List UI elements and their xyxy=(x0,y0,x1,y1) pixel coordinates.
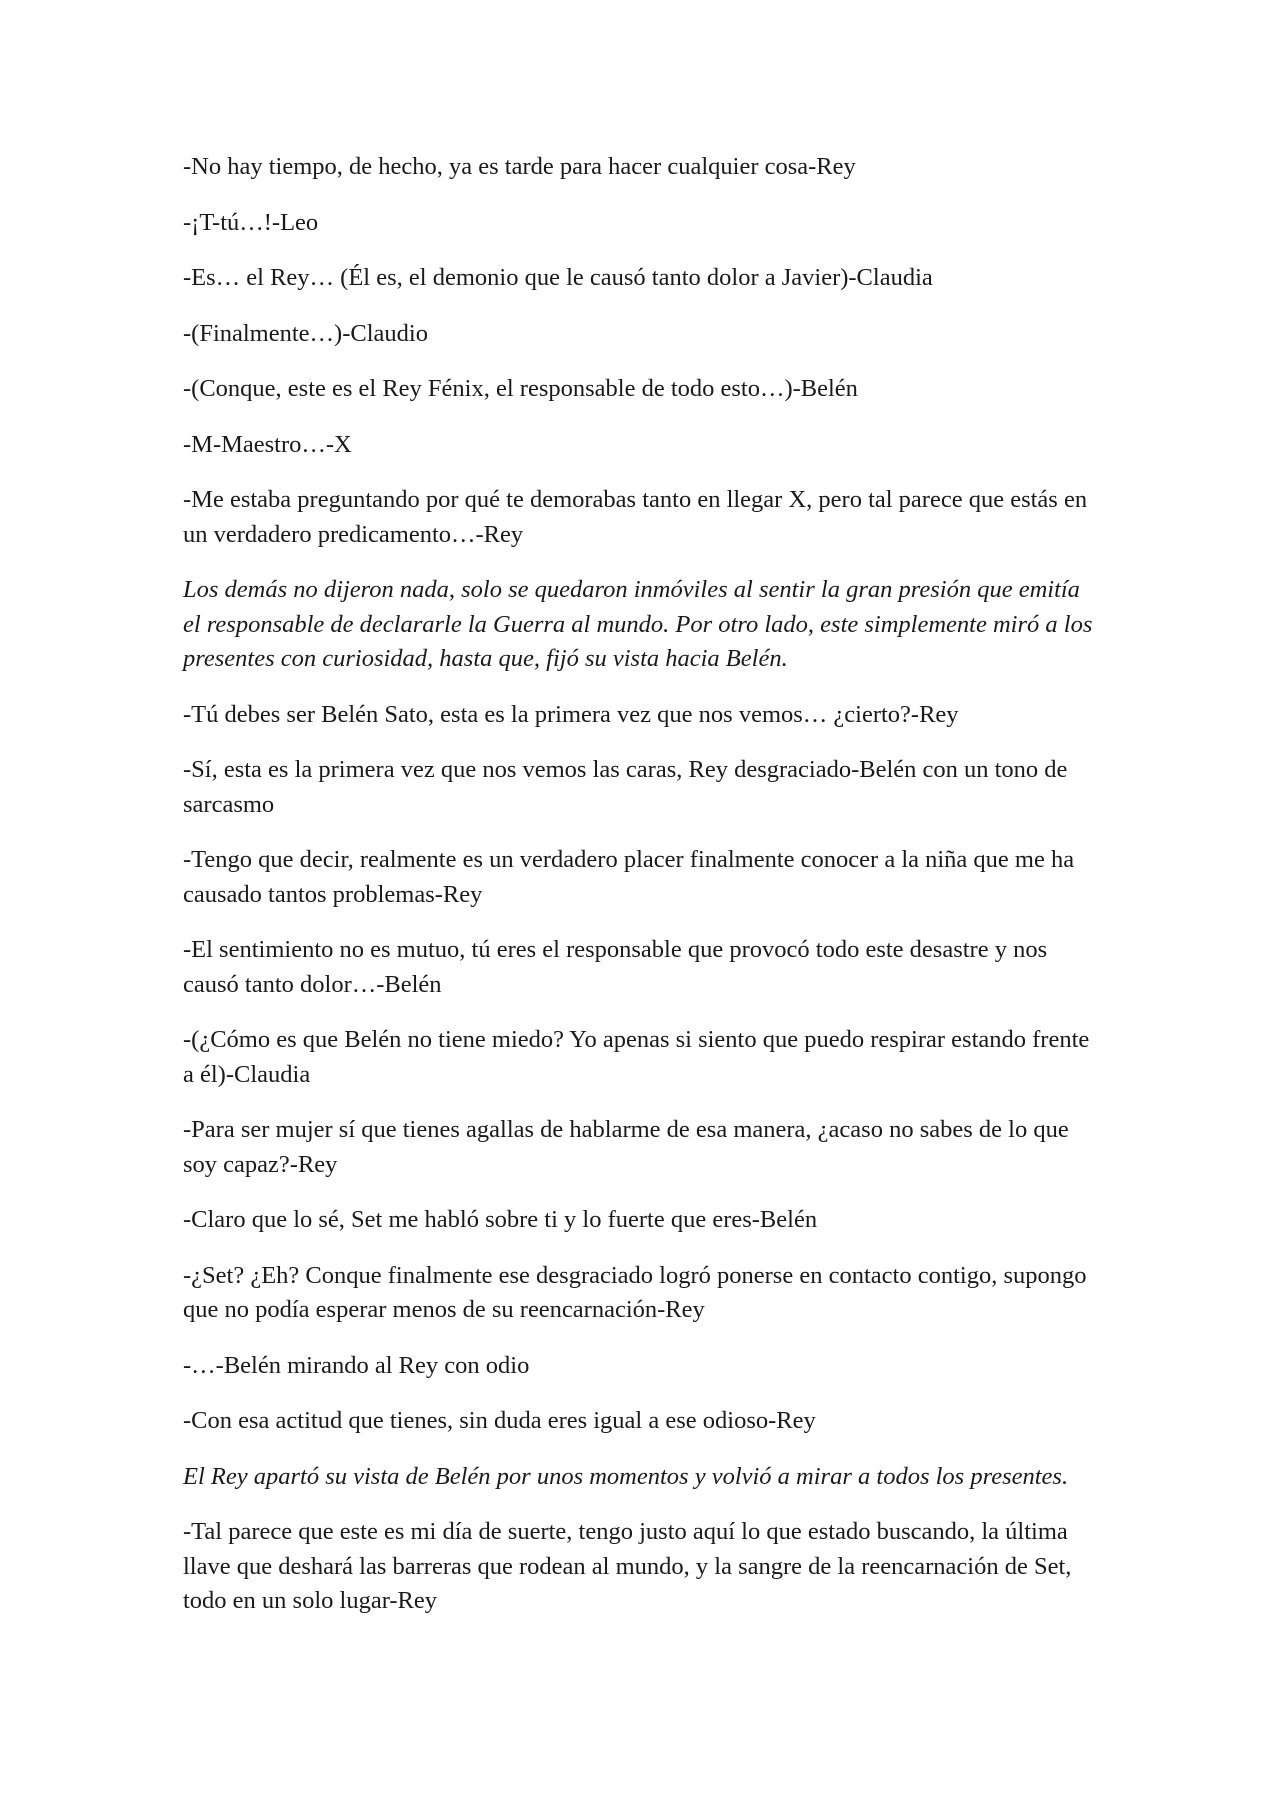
narration-paragraph: Los demás no dijeron nada, solo se quedaron inmóviles al sentir la gran presión que emitía el responsable de declararle la Guerra al mundo. Por otro lado, este simplemente miró a los presentes con curiosidad, hasta que, fijó su vista hacia Belén. xyxy=(183,576,1093,672)
paragraph: -Sí, esta es la primera vez que nos vemos las caras, Rey desgraciado-Belén con un tono de sarcasmo xyxy=(183,756,1068,818)
paragraph: -Es… el Rey… (Él es, el demonio que le causó tanto dolor a Javier)-Claudia xyxy=(183,264,933,291)
narration-paragraph: El Rey apartó su vista de Belén por unos momentos y volvió a mirar a todos los presentes. xyxy=(183,1462,1069,1490)
paragraph: -El sentimiento no es mutuo, tú eres el responsable que provocó todo este desastre y nos causó tanto dolor…-Belén xyxy=(183,936,1048,998)
paragraph: -Me estaba preguntando por qué te demorabas tanto en llegar X, pero tal parece que estás en un verdadero predicamento…-Rey xyxy=(183,486,1088,548)
paragraph: -Tú debes ser Belén Sato, esta es la primera vez que nos vemos… ¿cierto?-Rey xyxy=(183,700,959,728)
paragraph: -¿Set? ¿Eh? Conque finalmente ese desgraciado logró ponerse en contacto contigo, supongo que no podía esperar menos de su reencarnación-Rey xyxy=(183,1261,1087,1323)
document-body xyxy=(183,150,1103,1640)
paragraph: -Claro que lo sé, Set me habló sobre ti y lo fuerte que eres-Belén xyxy=(183,1206,818,1233)
paragraph: -(Conque, este es el Rey Fénix, el responsable de todo esto…)-Belén xyxy=(183,375,858,402)
paragraph: -No hay tiempo, de hecho, ya es tarde para hacer cualquier cosa-Rey xyxy=(183,153,856,180)
paragraph: -M-Maestro…-X xyxy=(183,430,352,458)
paragraph: -…-Belén mirando al Rey con odio xyxy=(183,1351,530,1379)
paragraph: -(¿Cómo es que Belén no tiene miedo? Yo apenas si siento que puedo respirar estando frente a él)-Claudia xyxy=(183,1026,1090,1088)
paragraph: -Para ser mujer sí que tienes agallas de hablarme de esa manera, ¿acaso no sabes de lo que soy capaz?-Rey xyxy=(183,1116,1069,1178)
paragraph: -¡T-tú…!-Leo xyxy=(183,208,319,236)
paragraph: -Con esa actitud que tienes, sin duda eres igual a ese odioso-Rey xyxy=(183,1407,816,1434)
paragraph: -(Finalmente…)-Claudio xyxy=(183,319,428,347)
paragraph: -Tengo que decir, realmente es un verdadero placer finalmente conocer a la niña que me ha causado tantos problemas-Rey xyxy=(183,846,1075,908)
paragraph: -Tal parece que este es mi día de suerte, tengo justo aquí lo que estado buscando, la última llave que deshará las barreras que rodean al mundo, y la sangre de la reencarnación de Set, todo en un solo lugar-Rey xyxy=(183,1518,1072,1614)
